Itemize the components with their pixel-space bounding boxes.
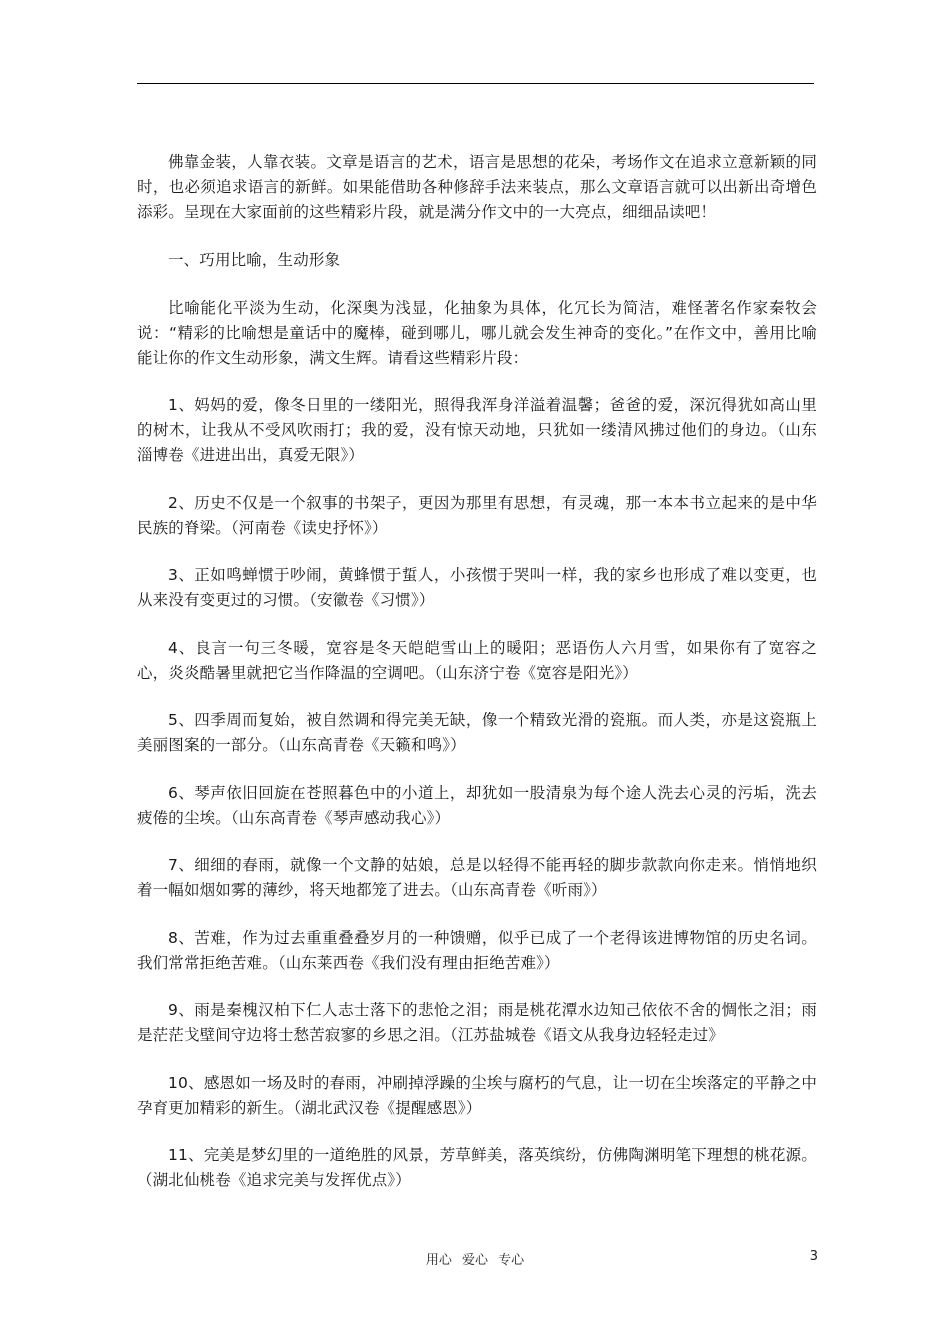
section-intro-paragraph: 比喻能化平淡为生动，化深奥为浅显，化抽象为具体，化冗长为简洁，难怪著名作家秦牧会说：“精彩的比喻想是童话中的魔棒，碰到哪儿，哪儿就会发生神奇的变化。”在作文中，善用比喻能让你的作文生动形象，满文生辉。请看这些精彩片段：: [137, 298, 817, 367]
example-paragraph: 2、历史不仅是一个叙事的书架子，更因为那里有思想，有灵魂，那一本本书立起来的是中华民族的脊梁。（河南卷《读史抒怀》）: [137, 493, 817, 537]
page-number: 3: [809, 1249, 818, 1264]
example-paragraph: 11、完美是梦幻里的一道绝胜的风景，芳草鲜美，落英缤纷，仿佛陶渊明笔下理想的桃花源。（湖北仙桃卷《追求完美与发挥优点》）: [137, 1146, 817, 1189]
intro-paragraph: 佛靠金装，人靠衣装。文章是语言的艺术，语言是思想的花朵，考场作文在追求立意新颖的同时，也必须追求语言的新鲜。如果能借助各种修辞手法来装点，那么文章语言就可以出新出奇增色添彩。呈现在大家面前的这些精彩片段，就是满分作文中的一大亮点，细细品读吧！: [137, 153, 817, 221]
example-paragraph: 4、良言一句三冬暖，宽容是冬天皑皑雪山上的暖阳；恶语伤人六月雪，如果你有了宽容之心，炎炎酷暑里就把它当作降温的空调吧。（山东济宁卷《宽容是阳光》）: [137, 638, 817, 682]
section-heading: 一、巧用比喻，生动形象: [168, 250, 341, 269]
example-paragraph: 10、感恩如一场及时的春雨，冲刷掉浮躁的尘埃与腐朽的气息，让一切在尘埃落定的平静之中孕育更加精彩的新生。（湖北武汉卷《提醒感恩》）: [137, 1073, 817, 1117]
example-paragraph: 1、妈妈的爱，像冬日里的一缕阳光，照得我浑身洋溢着温馨；爸爸的爱，深沉得犹如高山里的树木，让我从不受风吹雨打；我的爱，没有惊天动地，只犹如一缕清风拂过他们的身边。（山东淄博卷《进进出出，真爱无限》）: [137, 396, 817, 464]
document-body: [137, 150, 817, 1216]
example-paragraph: 5、四季周而复始，被自然调和得完美无缺，像一个精致光滑的瓷瓶。而人类，亦是这瓷瓶上美丽图案的一部分。（山东高青卷《天籁和鸣》）: [137, 711, 817, 754]
example-paragraph: 3、正如鸣蝉惯于吵闹，黄蜂惯于蜇人，小孩惯于哭叫一样，我的家乡也形成了难以变更，也从来没有变更过的习惯。（安徽卷《习惯》）: [137, 566, 817, 609]
example-paragraph: 8、苦难，作为过去重重叠叠岁月的一种馈赠，似乎已成了一个老得该进博物馆的历史名词。我们常常拒绝苦难。（山东莱西卷《我们没有理由拒绝苦难》）: [137, 928, 817, 972]
example-paragraph: 6、琴声依旧回旋在苍照暮色中的小道上，却犹如一股清泉为每个途人洗去心灵的污垢，洗去疲倦的尘埃。（山东高青卷《琴声感动我心》）: [137, 783, 817, 827]
example-paragraph: 7、细细的春雨，就像一个文静的姑娘，总是以轻得不能再轻的脚步款款向你走来。悄悄地织着一幅如烟如雾的薄纱，将天地都笼了进去。（山东高青卷《听雨》）: [137, 856, 817, 899]
footer-slogan: 用心 爱心 专心: [425, 1253, 525, 1268]
example-paragraph: 9、雨是秦槐汉柏下仁人志士落下的悲怆之泪；雨是桃花潭水边知己依依不舍的惆怅之泪；雨是茫茫戈壁间守边将士愁苦寂寥的乡思之泪。（江苏盐城卷《语文从我身边轻轻走过》: [137, 1001, 817, 1044]
header-rule: [137, 83, 814, 84]
